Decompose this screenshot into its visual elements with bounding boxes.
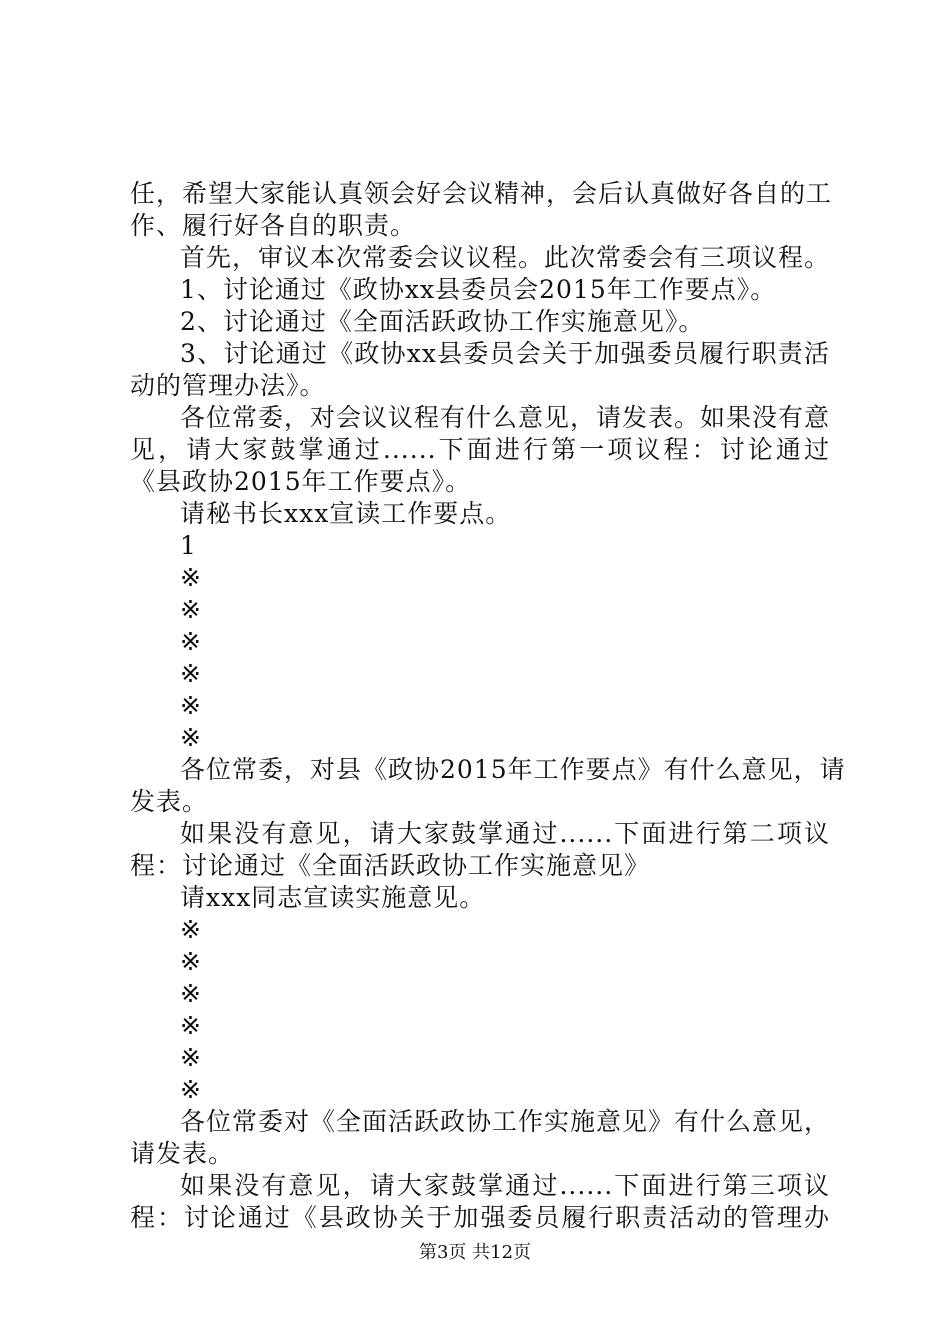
reference-mark: ※ bbox=[180, 1075, 202, 1104]
text-line: 首先，审议本次常委会议议程。此次常委会有三项议程。 bbox=[180, 243, 831, 272]
text-line: 发表。 bbox=[130, 787, 209, 816]
reference-mark: ※ bbox=[180, 1043, 202, 1072]
reference-mark: ※ bbox=[180, 691, 202, 720]
text-line: 各位常委，对会议议程有什么意见，请发表。如果没有意 bbox=[180, 403, 831, 432]
reference-mark: ※ bbox=[180, 563, 202, 592]
text-line: 见，请大家鼓掌通过......下面进行第一项议程：讨论通过 bbox=[130, 435, 830, 464]
reference-mark: ※ bbox=[180, 723, 202, 752]
reference-mark: ※ bbox=[180, 627, 202, 656]
text-line: 1、讨论通过《政协xx县委员会2015年工作要点》。 bbox=[180, 275, 777, 304]
text-line: 各位常委，对县《政协2015年工作要点》有什么意见，请 bbox=[180, 755, 846, 784]
text-line: 2、讨论通过《全面活跃政协工作实施意见》。 bbox=[180, 307, 705, 336]
text-line: 1 bbox=[180, 531, 197, 560]
text-line: 动的管理办法》。 bbox=[130, 371, 326, 400]
reference-mark: ※ bbox=[180, 979, 202, 1008]
text-line: 任，希望大家能认真领会好会议精神，会后认真做好各自的工 bbox=[130, 179, 833, 208]
text-line: 程：讨论通过《全面活跃政协工作实施意见》 bbox=[130, 851, 651, 880]
text-line: 如果没有意见，请大家鼓掌通过......下面进行第三项议 bbox=[180, 1171, 830, 1200]
text-line: 程：讨论通过《县政协关于加强委员履行职责活动的管理办 bbox=[130, 1203, 830, 1232]
text-line: 请发表。 bbox=[130, 1139, 235, 1168]
reference-mark: ※ bbox=[180, 659, 202, 688]
reference-mark: ※ bbox=[180, 915, 202, 944]
text-line: 请秘书长xxx宣读工作要点。 bbox=[180, 499, 512, 528]
text-line: 如果没有意见，请大家鼓掌通过......下面进行第二项议 bbox=[180, 819, 830, 848]
reference-mark: ※ bbox=[180, 1011, 202, 1040]
page-number-footer: 第3页 共12页 bbox=[418, 1242, 532, 1263]
text-line: 作、履行好各自的职责。 bbox=[130, 211, 417, 240]
reference-mark: ※ bbox=[180, 947, 202, 976]
text-line: 请xxx同志宣读实施意见。 bbox=[180, 883, 486, 912]
reference-mark: ※ bbox=[180, 595, 202, 624]
text-line: 3、讨论通过《政协xx县委员会关于加强委员履行职责活 bbox=[180, 339, 830, 368]
text-line: 《县政协2015年工作要点》。 bbox=[130, 467, 472, 496]
text-line: 各位常委对《全面活跃政协工作实施意见》有什么意见， bbox=[180, 1107, 831, 1136]
